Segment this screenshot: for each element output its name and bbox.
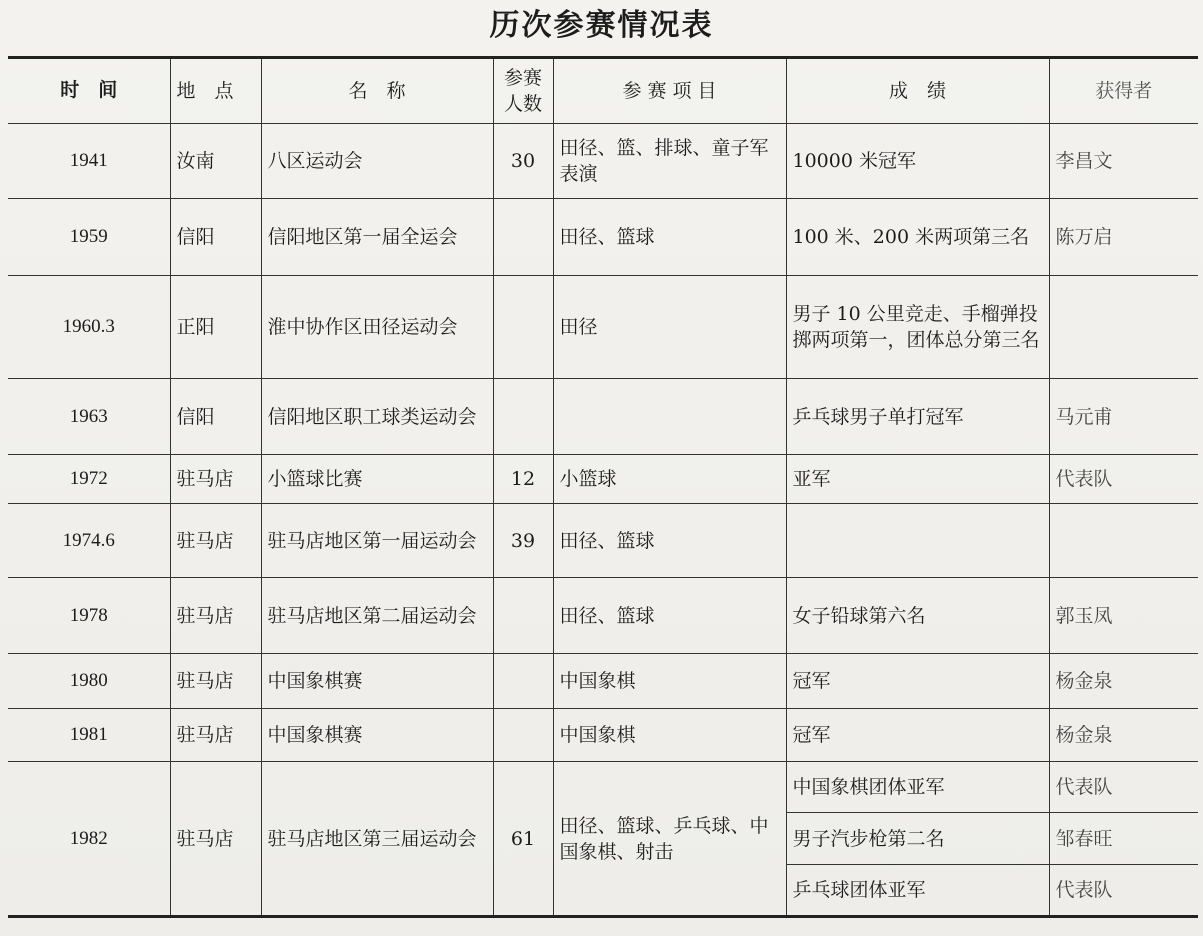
header-events: 参 赛 项 目 — [553, 58, 786, 124]
cell-place: 驻马店 — [170, 654, 261, 709]
cell-name: 中国象棋赛 — [261, 709, 493, 762]
cell-time: 1960.3 — [8, 276, 170, 379]
cell-result: 中国象棋团体亚军 — [786, 762, 1049, 813]
header-count — [493, 58, 553, 124]
cell-place: 驻马店 — [170, 578, 261, 654]
cell-name: 驻马店地区第一届运动会 — [261, 504, 493, 578]
cell-winner: 代表队 — [1049, 865, 1198, 917]
header-name: 名 称 — [261, 58, 493, 124]
competition-record-table — [8, 56, 1198, 918]
cell-place: 驻马店 — [170, 762, 261, 917]
cell-name: 驻马店地区第二届运动会 — [261, 578, 493, 654]
cell-winner: 代表队 — [1049, 762, 1198, 813]
table-row — [8, 379, 1198, 455]
cell-count: 12 — [493, 455, 553, 504]
cell-winner: 马元甫 — [1049, 379, 1198, 455]
cell-winner — [1049, 276, 1198, 379]
cell-events: 田径、篮、排球、童子军表演 — [553, 124, 786, 199]
cell-events: 中国象棋 — [553, 654, 786, 709]
cell-count — [493, 276, 553, 379]
header-count-line2: 人数 — [503, 93, 542, 115]
cell-winner — [1049, 504, 1198, 578]
cell-result — [786, 504, 1049, 578]
cell-time: 1974.6 — [8, 504, 170, 578]
cell-result: 冠军 — [786, 654, 1049, 709]
cell-name: 驻马店地区第三届运动会 — [261, 762, 493, 917]
table-row — [8, 654, 1198, 709]
cell-events: 田径、篮球、乒乓球、中国象棋、射击 — [553, 762, 786, 917]
cell-name: 小篮球比赛 — [261, 455, 493, 504]
cell-result: 男子 10 公里竞走、手榴弹投掷两项第一，团体总分第三名 — [786, 276, 1049, 379]
cell-winner: 代表队 — [1049, 455, 1198, 504]
table-row — [8, 762, 1198, 813]
header-count-line1: 参赛 — [503, 67, 542, 89]
cell-place: 信阳 — [170, 379, 261, 455]
cell-winner: 杨金泉 — [1049, 654, 1198, 709]
table-row — [8, 504, 1198, 578]
table-row — [8, 455, 1198, 504]
cell-count: 39 — [493, 504, 553, 578]
cell-time: 1978 — [8, 578, 170, 654]
cell-result: 乒乓球男子单打冠军 — [786, 379, 1049, 455]
cell-time: 1980 — [8, 654, 170, 709]
cell-name: 淮中协作区田径运动会 — [261, 276, 493, 379]
table-row — [8, 578, 1198, 654]
cell-winner: 邹春旺 — [1049, 813, 1198, 865]
cell-winner: 陈万启 — [1049, 199, 1198, 276]
cell-events: 田径、篮球 — [553, 199, 786, 276]
cell-count: 61 — [493, 762, 553, 917]
cell-events — [553, 379, 786, 455]
cell-result: 亚军 — [786, 455, 1049, 504]
cell-place: 汝南 — [170, 124, 261, 199]
cell-count — [493, 654, 553, 709]
header-row — [8, 58, 1198, 124]
cell-name: 八区运动会 — [261, 124, 493, 199]
header-winner: 获得者 — [1049, 58, 1198, 124]
cell-place: 正阳 — [170, 276, 261, 379]
cell-result: 10000 米冠军 — [786, 124, 1049, 199]
cell-name: 信阳地区第一届全运会 — [261, 199, 493, 276]
cell-place: 驻马店 — [170, 709, 261, 762]
cell-result: 冠军 — [786, 709, 1049, 762]
header-result: 成 绩 — [786, 58, 1049, 124]
table-row — [8, 199, 1198, 276]
cell-time: 1959 — [8, 199, 170, 276]
cell-events: 田径 — [553, 276, 786, 379]
header-place: 地 点 — [170, 58, 261, 124]
cell-name: 信阳地区职工球类运动会 — [261, 379, 493, 455]
cell-place: 信阳 — [170, 199, 261, 276]
cell-time: 1972 — [8, 455, 170, 504]
cell-events: 小篮球 — [553, 455, 786, 504]
cell-winner: 杨金泉 — [1049, 709, 1198, 762]
cell-time: 1982 — [8, 762, 170, 917]
cell-count — [493, 199, 553, 276]
cell-result: 乒乓球团体亚军 — [786, 865, 1049, 917]
cell-time: 1963 — [8, 379, 170, 455]
cell-result: 男子汽步枪第二名 — [786, 813, 1049, 865]
table-row — [8, 124, 1198, 199]
table-title: 历次参赛情况表 — [489, 8, 714, 43]
cell-time: 1981 — [8, 709, 170, 762]
cell-events: 田径、篮球 — [553, 504, 786, 578]
cell-result: 女子铅球第六名 — [786, 578, 1049, 654]
cell-events: 田径、篮球 — [553, 578, 786, 654]
cell-events: 中国象棋 — [553, 709, 786, 762]
cell-result: 100 米、200 米两项第三名 — [786, 199, 1049, 276]
table-row — [8, 276, 1198, 379]
cell-time: 1941 — [8, 124, 170, 199]
cell-count — [493, 379, 553, 455]
cell-place: 驻马店 — [170, 455, 261, 504]
header-time: 时 间 — [8, 58, 170, 124]
table-row — [8, 709, 1198, 762]
cell-count: 30 — [493, 124, 553, 199]
cell-place: 驻马店 — [170, 504, 261, 578]
cell-winner: 李昌文 — [1049, 124, 1198, 199]
cell-name: 中国象棋赛 — [261, 654, 493, 709]
cell-count — [493, 709, 553, 762]
cell-winner: 郭玉凤 — [1049, 578, 1198, 654]
cell-count — [493, 578, 553, 654]
